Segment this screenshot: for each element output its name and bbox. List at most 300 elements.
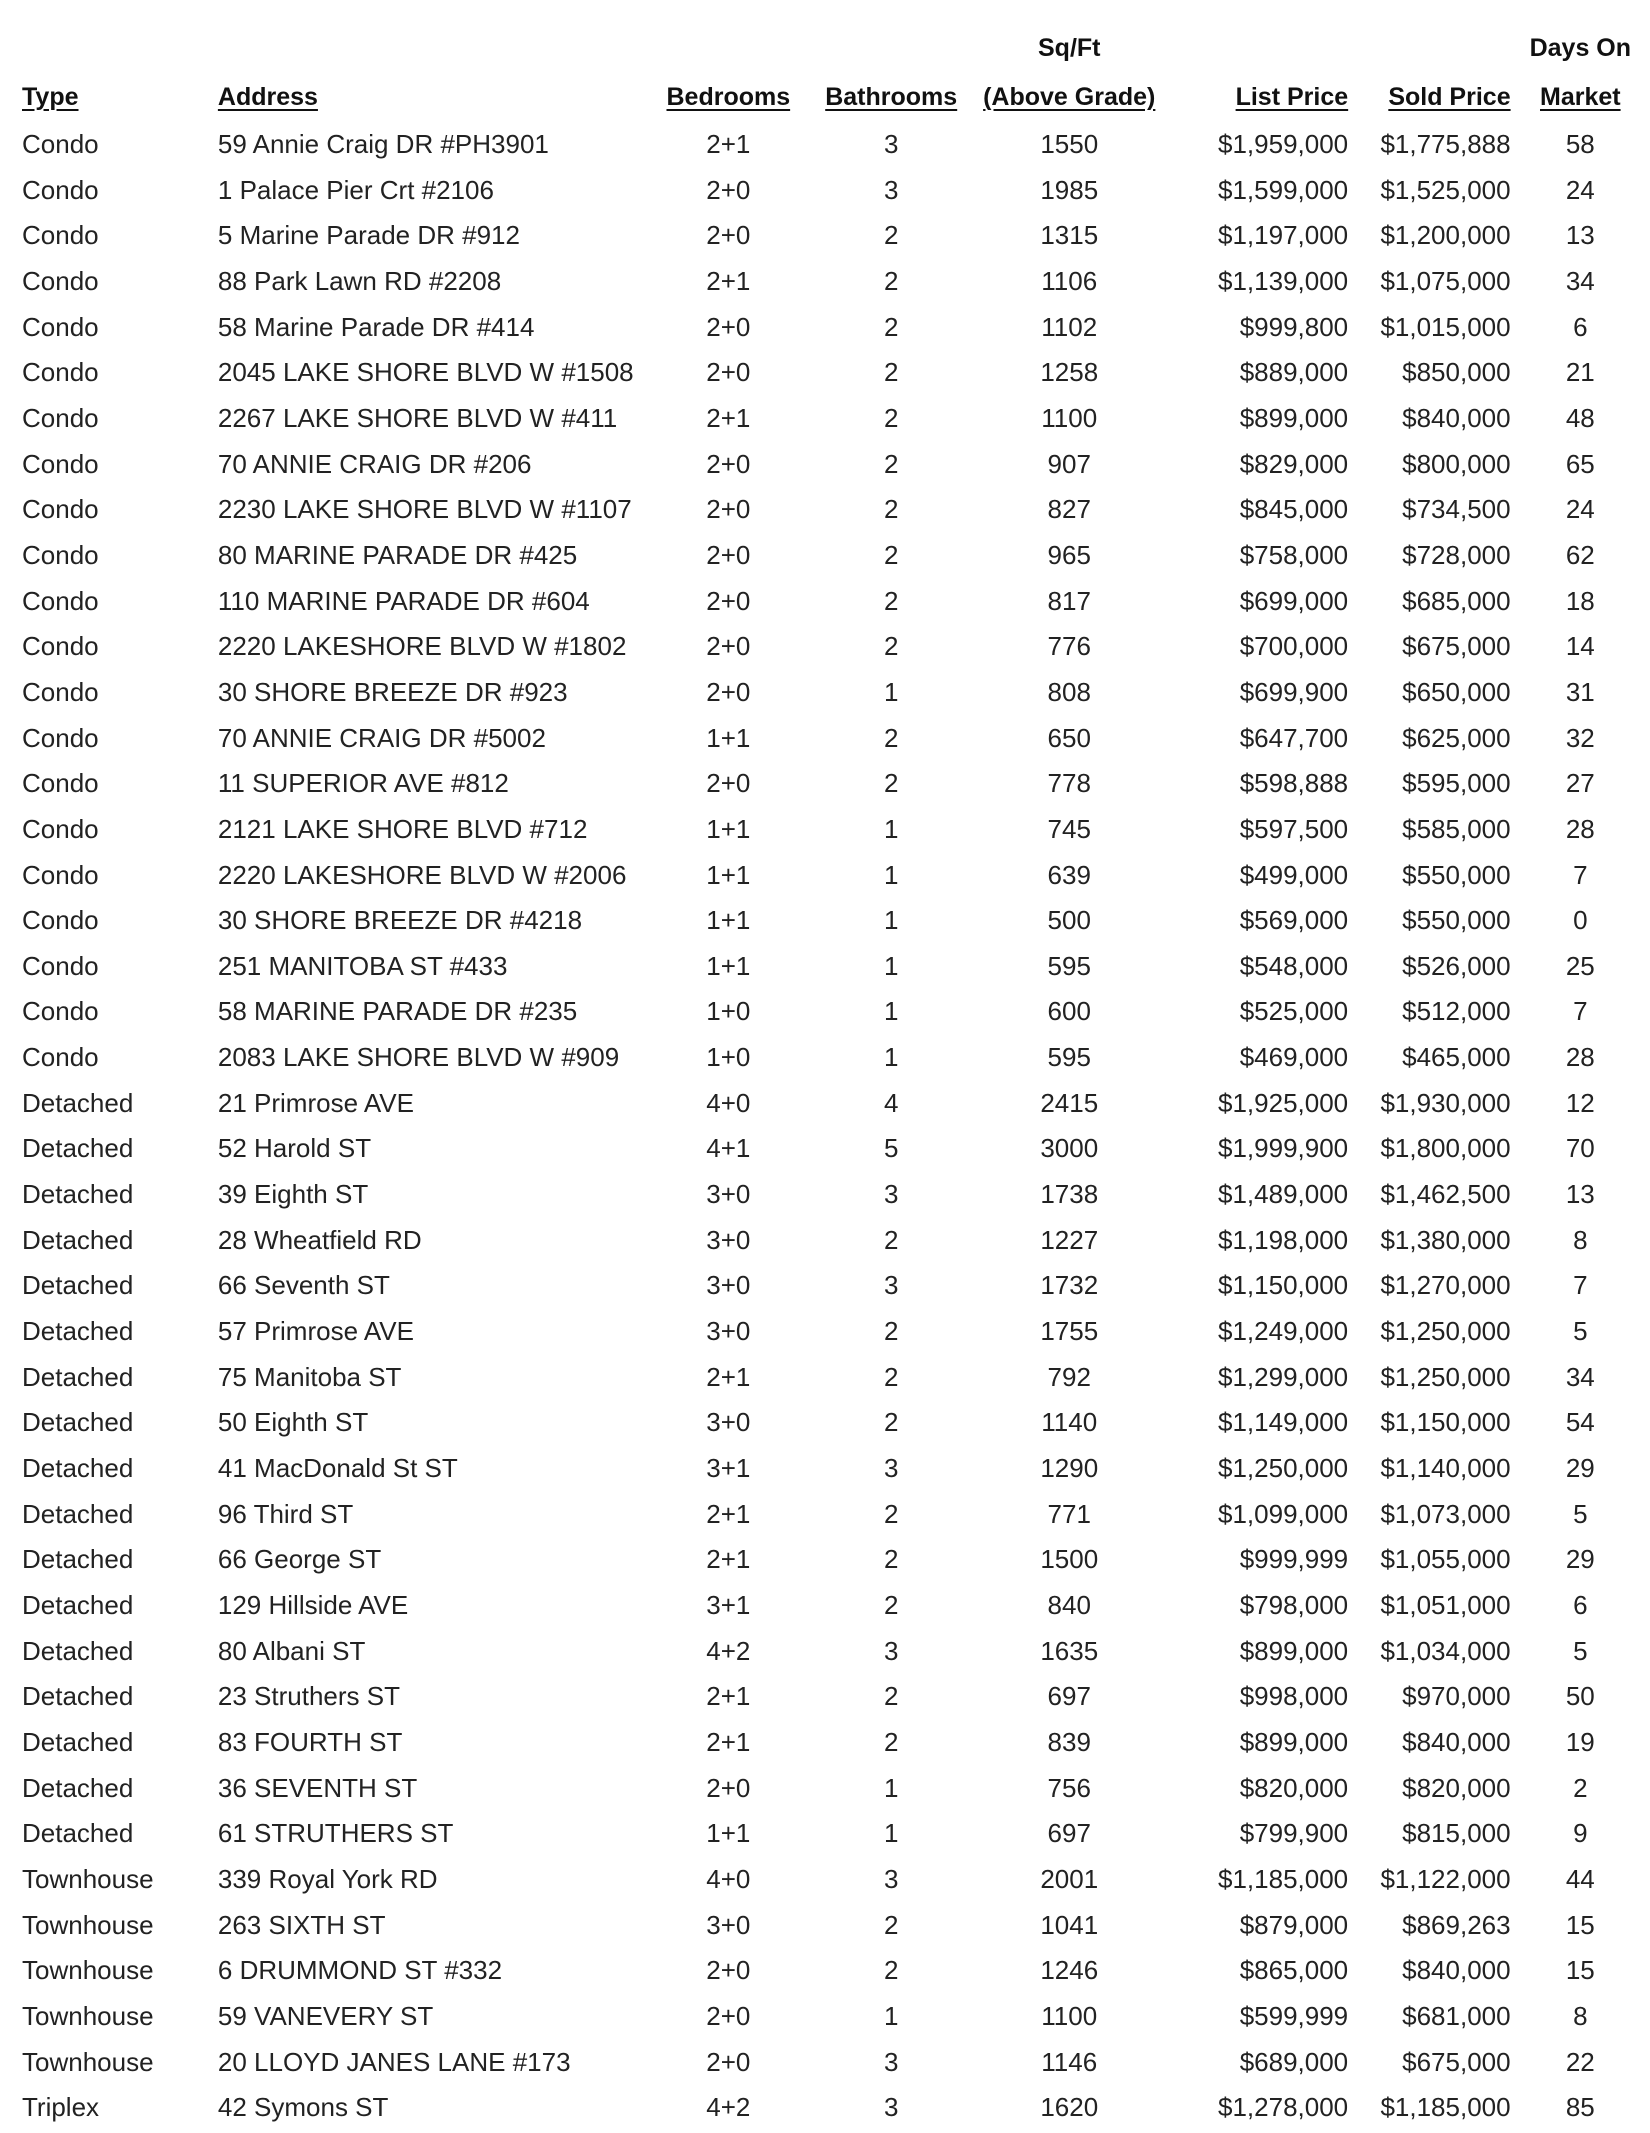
cell-bathrooms: 2 <box>883 448 899 479</box>
cell-type: Detached <box>22 1453 134 1484</box>
cell-address: 66 George ST <box>217 1544 382 1575</box>
cell-type: Townhouse <box>22 1909 154 1940</box>
cell-address: 66 Seventh ST <box>217 1270 390 1301</box>
table-row <box>22 853 1650 899</box>
cell-days-on-market: 28 <box>1565 1042 1595 1073</box>
cell-bathrooms: 2 <box>883 1955 899 1986</box>
cell-list-price: $599,999 <box>1239 2000 1349 2031</box>
cell-days-on-market: 54 <box>1565 1407 1595 1438</box>
cell-list-price: $1,149,000 <box>1218 1407 1349 1438</box>
cell-bedrooms: 2+0 <box>706 448 751 479</box>
cell-type: Condo <box>22 859 99 890</box>
header-type: Type <box>22 83 79 111</box>
cell-sqft: 1985 <box>1040 174 1099 205</box>
cell-list-price: $1,299,000 <box>1218 1361 1349 1392</box>
header-sold-price: Sold Price <box>1388 83 1511 111</box>
cell-sqft: 907 <box>1047 448 1091 479</box>
table-row <box>22 579 1650 625</box>
table-row <box>22 396 1650 442</box>
cell-sqft: 1146 <box>1041 2046 1098 2077</box>
header-sqft-top: Sq/Ft <box>1038 34 1101 62</box>
cell-type: Detached <box>22 1772 134 1803</box>
cell-sqft: 1732 <box>1040 1270 1099 1301</box>
cell-sold-price: $840,000 <box>1402 402 1511 433</box>
cell-list-price: $1,278,000 <box>1218 2092 1349 2123</box>
cell-sold-price: $550,000 <box>1402 859 1511 890</box>
cell-bedrooms: 3+1 <box>706 1590 751 1620</box>
cell-list-price: $1,489,000 <box>1218 1179 1349 1210</box>
cell-list-price: $1,249,000 <box>1218 1316 1349 1347</box>
cell-bathrooms: 2 <box>883 631 899 662</box>
cell-bathrooms: 2 <box>883 1681 899 1712</box>
cell-bathrooms: 1 <box>883 1042 899 1073</box>
cell-sqft: 639 <box>1047 859 1091 890</box>
cell-address: 1 Palace Pier Crt #2106 <box>217 174 494 205</box>
cell-days-on-market: 12 <box>1565 1087 1595 1118</box>
cell-bedrooms: 2+0 <box>706 357 751 388</box>
cell-type: Condo <box>22 676 99 707</box>
cell-list-price: $1,925,000 <box>1218 1087 1349 1118</box>
cell-bedrooms: 2+0 <box>706 1772 751 1803</box>
cell-days-on-market: 65 <box>1565 448 1595 479</box>
cell-days-on-market: 15 <box>1565 1955 1595 1986</box>
cell-bathrooms: 2 <box>883 220 899 251</box>
cell-sqft: 1550 <box>1040 129 1099 159</box>
cell-sold-price: $800,000 <box>1402 448 1511 479</box>
cell-address: 96 Third ST <box>217 1498 354 1529</box>
cell-bathrooms: 2 <box>883 494 899 525</box>
cell-sqft: 697 <box>1047 1818 1091 1849</box>
cell-type: Triplex <box>22 2092 100 2123</box>
cell-address: 28 Wheatfield RD <box>217 1224 422 1255</box>
cell-bedrooms: 4+1 <box>706 1133 751 1164</box>
cell-type: Condo <box>22 220 99 251</box>
cell-type: Condo <box>22 494 99 525</box>
cell-address: 70 ANNIE CRAIG DR #206 <box>217 448 532 479</box>
table-row <box>22 305 1650 351</box>
cell-list-price: $1,197,000 <box>1218 220 1349 251</box>
cell-days-on-market: 15 <box>1565 1909 1595 1940</box>
cell-sqft: 776 <box>1047 631 1091 662</box>
cell-sqft: 771 <box>1047 1498 1091 1529</box>
cell-list-price: $1,139,000 <box>1218 265 1349 296</box>
cell-address: 42 Symons ST <box>217 2092 389 2123</box>
cell-list-price: $548,000 <box>1239 950 1349 981</box>
cell-list-price: $829,000 <box>1239 448 1349 479</box>
table-row <box>22 1720 1650 1766</box>
table-row <box>22 1126 1650 1172</box>
cell-address: 5 Marine Parade DR #912 <box>217 220 520 251</box>
cell-bedrooms: 2+0 <box>706 311 751 342</box>
cell-sold-price: $1,930,000 <box>1380 1087 1511 1118</box>
cell-address: 58 Marine Parade DR #414 <box>217 311 535 342</box>
cell-days-on-market: 5 <box>1573 1635 1588 1666</box>
cell-type: Condo <box>22 265 99 296</box>
cell-list-price: $1,185,000 <box>1218 1863 1349 1894</box>
cell-address: 263 SIXTH ST <box>217 1909 386 1940</box>
cell-address: 30 SHORE BREEZE DR #923 <box>217 676 568 707</box>
cell-sold-price: $681,000 <box>1402 2000 1511 2031</box>
cell-days-on-market: 34 <box>1565 265 1595 296</box>
cell-bedrooms: 1+0 <box>706 996 751 1027</box>
cell-address: 80 MARINE PARADE DR #425 <box>217 539 578 570</box>
cell-days-on-market: 7 <box>1573 1270 1588 1301</box>
cell-type: Condo <box>22 311 99 342</box>
header-days-on-market <box>1511 18 1650 122</box>
table-row <box>22 944 1650 990</box>
cell-sold-price: $1,122,000 <box>1380 1863 1511 1894</box>
cell-list-price: $758,000 <box>1239 539 1349 570</box>
cell-bathrooms: 1 <box>883 905 899 936</box>
table-row <box>22 989 1650 1035</box>
cell-sold-price: $1,140,000 <box>1380 1453 1511 1484</box>
cell-sold-price: $625,000 <box>1402 722 1511 753</box>
cell-sqft: 839 <box>1047 1726 1091 1757</box>
cell-bathrooms: 2 <box>883 1316 899 1347</box>
cell-type: Detached <box>22 1270 134 1301</box>
cell-sqft: 827 <box>1047 494 1091 525</box>
cell-list-price: $525,000 <box>1239 996 1349 1027</box>
cell-type: Detached <box>22 1087 134 1118</box>
cell-list-price: $699,000 <box>1239 585 1349 616</box>
cell-bathrooms: 2 <box>883 1361 899 1392</box>
cell-bathrooms: 1 <box>883 2000 899 2031</box>
cell-address: 2083 LAKE SHORE BLVD W #909 <box>217 1042 620 1073</box>
cell-sqft: 808 <box>1047 676 1091 707</box>
cell-sold-price: $1,380,000 <box>1380 1224 1511 1255</box>
cell-sqft: 1100 <box>1041 402 1098 433</box>
cell-address: 2220 LAKESHORE BLVD W #2006 <box>217 859 627 890</box>
cell-days-on-market: 13 <box>1565 220 1595 251</box>
cell-address: 339 Royal York RD <box>217 1863 438 1894</box>
cell-sqft: 3000 <box>1040 1133 1099 1164</box>
cell-sold-price: $595,000 <box>1402 768 1511 799</box>
cell-sold-price: $526,000 <box>1402 950 1511 981</box>
table-row <box>22 1629 1650 1675</box>
cell-list-price: $999,800 <box>1239 311 1349 342</box>
table-row <box>22 1857 1650 1903</box>
cell-bedrooms: 2+0 <box>706 2046 751 2077</box>
table-row <box>22 122 1650 168</box>
cell-address: 52 Harold ST <box>217 1133 372 1164</box>
cell-address: 30 SHORE BREEZE DR #4218 <box>217 905 583 936</box>
cell-bedrooms: 4+2 <box>706 1635 751 1666</box>
cell-sqft: 965 <box>1047 539 1091 570</box>
cell-type: Condo <box>22 539 99 570</box>
cell-list-price: $820,000 <box>1239 1772 1349 1803</box>
cell-bedrooms: 2+1 <box>706 129 751 159</box>
cell-sold-price: $850,000 <box>1402 357 1511 388</box>
cell-days-on-market: 19 <box>1565 1726 1595 1757</box>
cell-bedrooms: 1+1 <box>706 1818 751 1849</box>
cell-type: Detached <box>22 1407 134 1438</box>
cell-sold-price: $1,055,000 <box>1380 1544 1511 1575</box>
cell-list-price: $499,000 <box>1239 859 1349 890</box>
cell-days-on-market: 27 <box>1565 768 1595 799</box>
cell-address: 20 LLOYD JANES LANE #173 <box>217 2046 571 2077</box>
table-row <box>22 1994 1650 2040</box>
cell-type: Condo <box>22 950 99 981</box>
cell-bathrooms: 2 <box>883 1407 899 1438</box>
cell-sqft: 1100 <box>1041 2000 1098 2031</box>
cell-type: Detached <box>22 1681 134 1712</box>
cell-bedrooms: 2+0 <box>706 585 751 616</box>
cell-sold-price: $1,073,000 <box>1380 1498 1511 1529</box>
cell-type: Detached <box>22 1590 134 1620</box>
cell-sold-price: $1,200,000 <box>1380 220 1511 251</box>
header-sqft-bottom: (Above Grade) <box>983 83 1156 111</box>
cell-type: Condo <box>22 174 99 205</box>
cell-address: 110 MARINE PARADE DR #604 <box>217 585 590 616</box>
table-row <box>22 761 1650 807</box>
cell-sqft: 756 <box>1047 1772 1091 1803</box>
cell-bathrooms: 3 <box>883 2092 899 2123</box>
cell-bedrooms: 2+1 <box>706 402 751 433</box>
cell-address: 57 Primrose AVE <box>217 1316 414 1347</box>
cell-sqft: 817 <box>1047 585 1091 616</box>
cell-sold-price: $550,000 <box>1402 905 1511 936</box>
cell-bathrooms: 1 <box>883 1818 899 1849</box>
cell-sqft: 778 <box>1047 768 1091 799</box>
cell-bathrooms: 1 <box>883 676 899 707</box>
cell-days-on-market: 24 <box>1565 174 1595 205</box>
cell-days-on-market: 5 <box>1573 1498 1588 1529</box>
cell-sold-price: $1,150,000 <box>1380 1407 1511 1438</box>
table-header <box>22 18 1650 122</box>
cell-sqft: 1140 <box>1041 1407 1098 1438</box>
cell-list-price: $1,959,000 <box>1218 129 1349 159</box>
cell-sold-price: $512,000 <box>1402 996 1511 1027</box>
cell-sqft: 792 <box>1047 1361 1091 1392</box>
cell-type: Detached <box>22 1133 134 1164</box>
cell-days-on-market: 58 <box>1565 129 1595 159</box>
cell-list-price: $569,000 <box>1239 905 1349 936</box>
cell-sqft: 500 <box>1047 905 1091 936</box>
cell-list-price: $469,000 <box>1239 1042 1349 1073</box>
cell-type: Condo <box>22 129 99 159</box>
cell-days-on-market: 7 <box>1573 996 1588 1027</box>
table-row <box>22 213 1650 259</box>
cell-bedrooms: 3+0 <box>706 1316 751 1347</box>
table-row <box>22 670 1650 716</box>
cell-address: 70 ANNIE CRAIG DR #5002 <box>217 722 546 753</box>
cell-type: Condo <box>22 402 99 433</box>
cell-sqft: 1258 <box>1040 357 1099 388</box>
cell-sold-price: $1,800,000 <box>1380 1133 1511 1164</box>
cell-sqft: 1315 <box>1040 220 1099 251</box>
cell-days-on-market: 24 <box>1565 494 1595 525</box>
table-row <box>22 1811 1650 1857</box>
cell-sold-price: $734,500 <box>1402 494 1511 525</box>
cell-address: 83 FOURTH ST <box>217 1726 403 1757</box>
cell-days-on-market: 85 <box>1565 2092 1595 2123</box>
table-row <box>22 1537 1650 1583</box>
cell-days-on-market: 0 <box>1573 905 1588 936</box>
cell-bedrooms: 4+0 <box>706 1863 751 1894</box>
cell-sold-price: $1,462,500 <box>1380 1179 1511 1210</box>
cell-bedrooms: 3+0 <box>706 1909 751 1940</box>
cell-sold-price: $820,000 <box>1402 1772 1511 1803</box>
cell-bedrooms: 2+0 <box>706 631 751 662</box>
cell-bathrooms: 2 <box>883 1590 899 1620</box>
cell-days-on-market: 5 <box>1573 1316 1588 1347</box>
cell-bedrooms: 3+1 <box>706 1453 751 1484</box>
cell-type: Detached <box>22 1544 134 1575</box>
cell-bedrooms: 1+1 <box>706 813 751 844</box>
cell-sqft: 1755 <box>1040 1316 1099 1347</box>
cell-bathrooms: 3 <box>883 1635 899 1666</box>
cell-days-on-market: 44 <box>1565 1863 1595 1894</box>
cell-bathrooms: 3 <box>883 129 899 159</box>
cell-days-on-market: 21 <box>1565 357 1595 388</box>
cell-bedrooms: 4+2 <box>706 2092 751 2123</box>
cell-list-price: $799,900 <box>1239 1818 1349 1849</box>
cell-address: 11 SUPERIOR AVE #812 <box>217 768 509 799</box>
cell-sqft: 1290 <box>1040 1453 1099 1484</box>
table-row <box>22 1172 1650 1218</box>
cell-list-price: $689,000 <box>1239 2046 1349 2077</box>
cell-type: Detached <box>22 1498 134 1529</box>
cell-list-price: $879,000 <box>1239 1909 1349 1940</box>
cell-bedrooms: 3+0 <box>706 1224 751 1255</box>
cell-type: Detached <box>22 1635 134 1666</box>
cell-address: 23 Struthers ST <box>217 1681 400 1712</box>
cell-sold-price: $1,015,000 <box>1380 311 1511 342</box>
cell-days-on-market: 70 <box>1565 1133 1595 1164</box>
cell-bathrooms: 1 <box>883 859 899 890</box>
cell-bedrooms: 1+1 <box>706 722 751 753</box>
cell-address: 21 Primrose AVE <box>217 1087 414 1118</box>
cell-bedrooms: 3+0 <box>706 1407 751 1438</box>
cell-list-price: $1,198,000 <box>1218 1224 1349 1255</box>
cell-address: 129 Hillside AVE <box>217 1590 409 1620</box>
cell-sqft: 1246 <box>1040 1955 1099 1986</box>
cell-bedrooms: 2+0 <box>706 676 751 707</box>
cell-bathrooms: 3 <box>883 1270 899 1301</box>
cell-days-on-market: 6 <box>1573 311 1588 342</box>
cell-sqft: 1635 <box>1040 1635 1099 1666</box>
cell-address: 75 Manitoba ST <box>217 1361 402 1392</box>
cell-list-price: $1,999,900 <box>1218 1133 1349 1164</box>
cell-sqft: 1620 <box>1040 2092 1099 2123</box>
cell-sold-price: $1,075,000 <box>1380 265 1511 296</box>
table-row <box>22 1400 1650 1446</box>
cell-sold-price: $869,263 <box>1402 1909 1511 1940</box>
cell-sold-price: $675,000 <box>1402 631 1511 662</box>
cell-list-price: $597,500 <box>1239 813 1349 844</box>
cell-type: Condo <box>22 768 99 799</box>
cell-type: Townhouse <box>22 1955 154 1986</box>
cell-bedrooms: 2+1 <box>706 1498 751 1529</box>
cell-sold-price: $840,000 <box>1402 1726 1511 1757</box>
cell-sold-price: $1,051,000 <box>1380 1590 1511 1620</box>
table-row <box>22 1674 1650 1720</box>
cell-bedrooms: 1+0 <box>706 1042 751 1073</box>
cell-days-on-market: 62 <box>1565 539 1595 570</box>
table-row <box>22 259 1650 305</box>
cell-type: Detached <box>22 1224 134 1255</box>
cell-days-on-market: 31 <box>1565 676 1595 707</box>
cell-bedrooms: 2+0 <box>706 220 751 251</box>
table-row <box>22 624 1650 670</box>
cell-sold-price: $1,185,000 <box>1380 2092 1511 2123</box>
cell-bathrooms: 1 <box>883 996 899 1027</box>
cell-list-price: $1,099,000 <box>1218 1498 1349 1529</box>
cell-bedrooms: 2+1 <box>706 1726 751 1757</box>
table-row <box>22 1948 1650 1994</box>
cell-days-on-market: 9 <box>1573 1818 1588 1849</box>
cell-days-on-market: 32 <box>1565 722 1595 753</box>
cell-list-price: $865,000 <box>1239 1955 1349 1986</box>
table-row <box>22 533 1650 579</box>
header-row <box>22 18 1650 122</box>
cell-address: 2121 LAKE SHORE BLVD #712 <box>217 813 588 844</box>
cell-list-price: $899,000 <box>1239 1635 1349 1666</box>
cell-bedrooms: 2+0 <box>706 539 751 570</box>
cell-type: Townhouse <box>22 2046 154 2077</box>
cell-list-price: $1,150,000 <box>1218 1270 1349 1301</box>
cell-days-on-market: 14 <box>1565 631 1595 662</box>
cell-list-price: $998,000 <box>1239 1681 1349 1712</box>
table-row <box>22 1583 1650 1629</box>
cell-sold-price: $815,000 <box>1402 1818 1511 1849</box>
cell-days-on-market: 7 <box>1573 859 1588 890</box>
table-row <box>22 168 1650 214</box>
cell-days-on-market: 28 <box>1565 813 1595 844</box>
cell-bedrooms: 2+1 <box>706 1681 751 1712</box>
cell-address: 50 Eighth ST <box>217 1407 369 1438</box>
cell-bathrooms: 2 <box>883 311 899 342</box>
table-row <box>22 2040 1650 2086</box>
cell-address: 59 Annie Craig DR #PH3901 <box>217 129 549 159</box>
table-row <box>22 1355 1650 1401</box>
cell-days-on-market: 18 <box>1565 585 1595 616</box>
cell-bedrooms: 1+1 <box>706 859 751 890</box>
header-address: Address <box>217 83 318 111</box>
cell-address: 58 MARINE PARADE DR #235 <box>217 996 578 1027</box>
cell-list-price: $647,700 <box>1239 722 1349 753</box>
cell-bathrooms: 2 <box>883 402 899 433</box>
cell-bedrooms: 2+0 <box>706 494 751 525</box>
cell-sold-price: $1,034,000 <box>1380 1635 1511 1666</box>
cell-sqft: 1106 <box>1041 265 1098 296</box>
table-row <box>22 1081 1650 1127</box>
cell-type: Condo <box>22 813 99 844</box>
table-row <box>22 1263 1650 1309</box>
cell-bathrooms: 3 <box>883 1179 899 1210</box>
cell-list-price: $1,599,000 <box>1218 174 1349 205</box>
cell-bathrooms: 2 <box>883 1498 899 1529</box>
cell-list-price: $999,999 <box>1239 1544 1349 1575</box>
cell-days-on-market: 29 <box>1565 1544 1595 1575</box>
table-row <box>22 1446 1650 1492</box>
cell-bedrooms: 1+1 <box>706 905 751 936</box>
cell-list-price: $598,888 <box>1239 768 1349 799</box>
table-row <box>22 807 1650 853</box>
cell-type: Condo <box>22 585 99 616</box>
header-bathrooms: Bathrooms <box>825 83 958 111</box>
cell-bathrooms: 4 <box>883 1087 899 1118</box>
cell-sqft: 1041 <box>1040 1909 1099 1940</box>
cell-bathrooms: 2 <box>883 357 899 388</box>
table-row <box>22 350 1650 396</box>
cell-address: 61 STRUTHERS ST <box>217 1818 454 1849</box>
cell-address: 2220 LAKESHORE BLVD W #1802 <box>217 631 627 662</box>
cell-type: Detached <box>22 1818 134 1849</box>
cell-sold-price: $675,000 <box>1402 2046 1511 2077</box>
cell-days-on-market: 8 <box>1573 2000 1588 2031</box>
cell-type: Detached <box>22 1316 134 1347</box>
